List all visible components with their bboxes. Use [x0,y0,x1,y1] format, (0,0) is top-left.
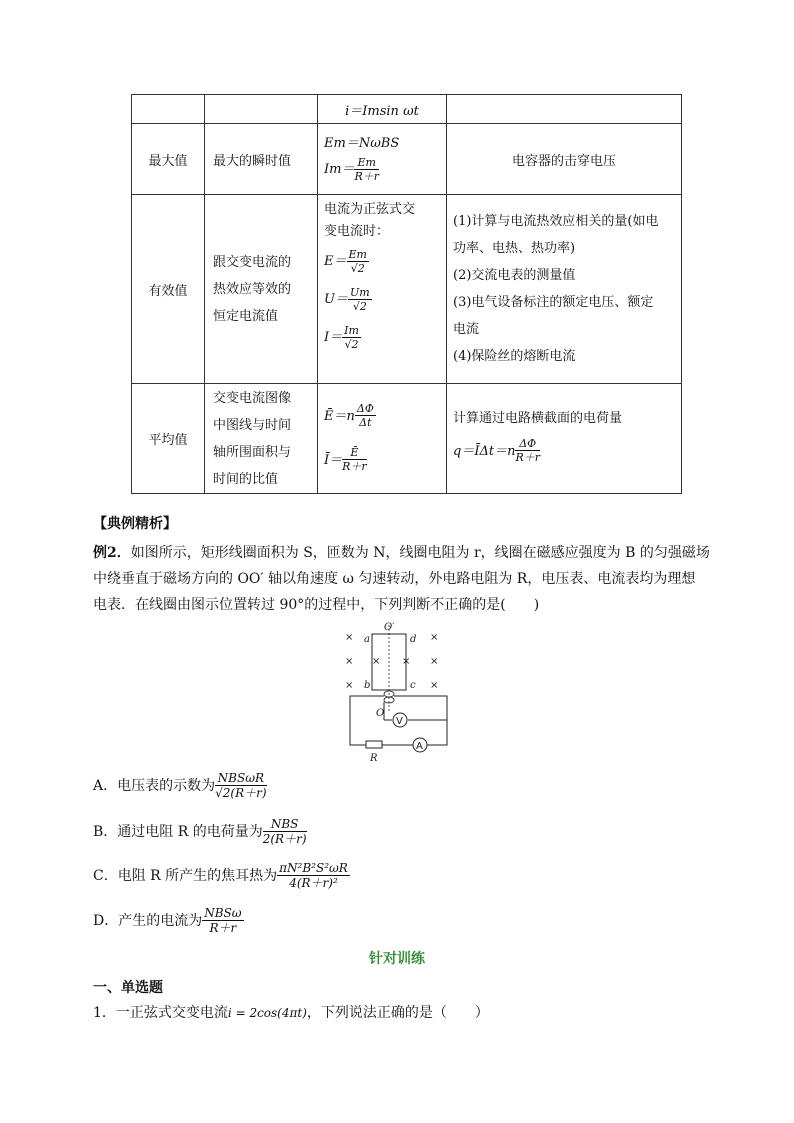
field-mark: × [430,656,439,667]
question-1: 1．一正弦式交变电流i = 2cos(4πt)，下列说法正确的是（ ） [93,1005,489,1021]
resistor-label: R [370,753,378,764]
option-d: D．产生的电流为 $\frac{\text{NBSω}}{R+r}$ [93,906,242,935]
field-mark: × [402,656,411,667]
field-mark: × [430,680,439,691]
option-b: B．通过电阻 R 的电荷量为 $\frac{\text{NBS}}{2(R+r)}$ [93,817,307,846]
instant-formula: i＝Imsin ωt [345,103,419,119]
option-c: C．电阻 R 所产生的焦耳热为 $\frac{\text{πN²B²S²ωR}}{\text{4(R＋r)²}}$ [93,861,348,890]
row-definition: 最大的瞬时值 [205,124,318,195]
section-title: 【典例精析】 [93,516,177,532]
fraction: $\frac{Em}{R+r}$ [354,155,380,183]
field-mark: × [345,632,354,643]
example-label: 例2． [93,545,131,561]
field-mark: × [372,656,381,667]
part-heading: 一、单选题 [93,980,163,996]
label-a: a [364,634,370,645]
option-a: A．电压表的示数为 $\frac{\text{NBSωR}}{√2(R+r)}$ [93,771,267,800]
field-mark: × [345,680,354,691]
label-d: d [410,634,417,645]
row-name: 平均值 [132,384,205,494]
field-mark: × [345,656,354,667]
row-name: 最大值 [132,124,205,195]
field-mark: × [430,632,439,643]
label-c: c [410,680,416,691]
row-name: 有效值 [132,195,205,384]
table-row: 最大值 最大的瞬时值 Em＝NωBS Im＝ $\frac{Em}{R+r}$ 电容器的击穿电压 [132,124,682,195]
value-comparison-table [131,94,682,494]
label-b: b [364,680,371,691]
label-O: O [376,708,385,719]
resistor [366,741,382,748]
table-row: 有效值 跟交变电流的 热效应等效的 恒定电流值 电流为正弦式交 变电流时： E＝ $\frac{Em}{√2}$ U＝ $\frac{Um}{√2}$ I＝ $\frac{Im}{√2}$ (1)计算与电流热效应相关的量(如电 功率、电热、热功率) (2)交流电表的测量值 (3)电气设备标注的额定电压、额定 电流 (4)保险丝的熔断电流 [132,195,682,384]
rotating-coil-circuit-diagram [340,620,460,765]
voltmeter-label: V [396,716,403,727]
ammeter-label: A [416,741,423,752]
current-formula: i = 2cos(4πt) [227,1006,307,1020]
row-use: 电容器的击穿电压 [447,124,682,195]
table-row [132,95,682,124]
training-title: 针对训练 [369,951,425,967]
label-O-top: O′ [384,622,395,633]
max-emf-formula: Em＝NωBS [324,136,400,151]
table-row: 平均值 交变电流图像 中图线与时间 轴所围面积与 时间的比值 Ē＝n $\frac{\Delta\Phi}{\Delta t}$ Ī＝ $\frac{Ē}{R+r}$ 计算通过电路横截面的电荷量 q＝ĪΔt＝n $\frac{\Delta\Phi}{R+r}$ [132,384,682,494]
example-problem: 例2．如图所示，矩形线圈面积为 S，匝数为 N，线圈电阻为 r，线圈在磁感应强度为 B 的匀强磁场 中绕垂直于磁场方向的 OO′ 轴以角速度 ω 匀速转动，外电路电阻为 R，电压表、电流表均为理想 电表．在线圈由图示位置转过 90°的过程中，下列判断不正确的是( ) [93,545,710,613]
